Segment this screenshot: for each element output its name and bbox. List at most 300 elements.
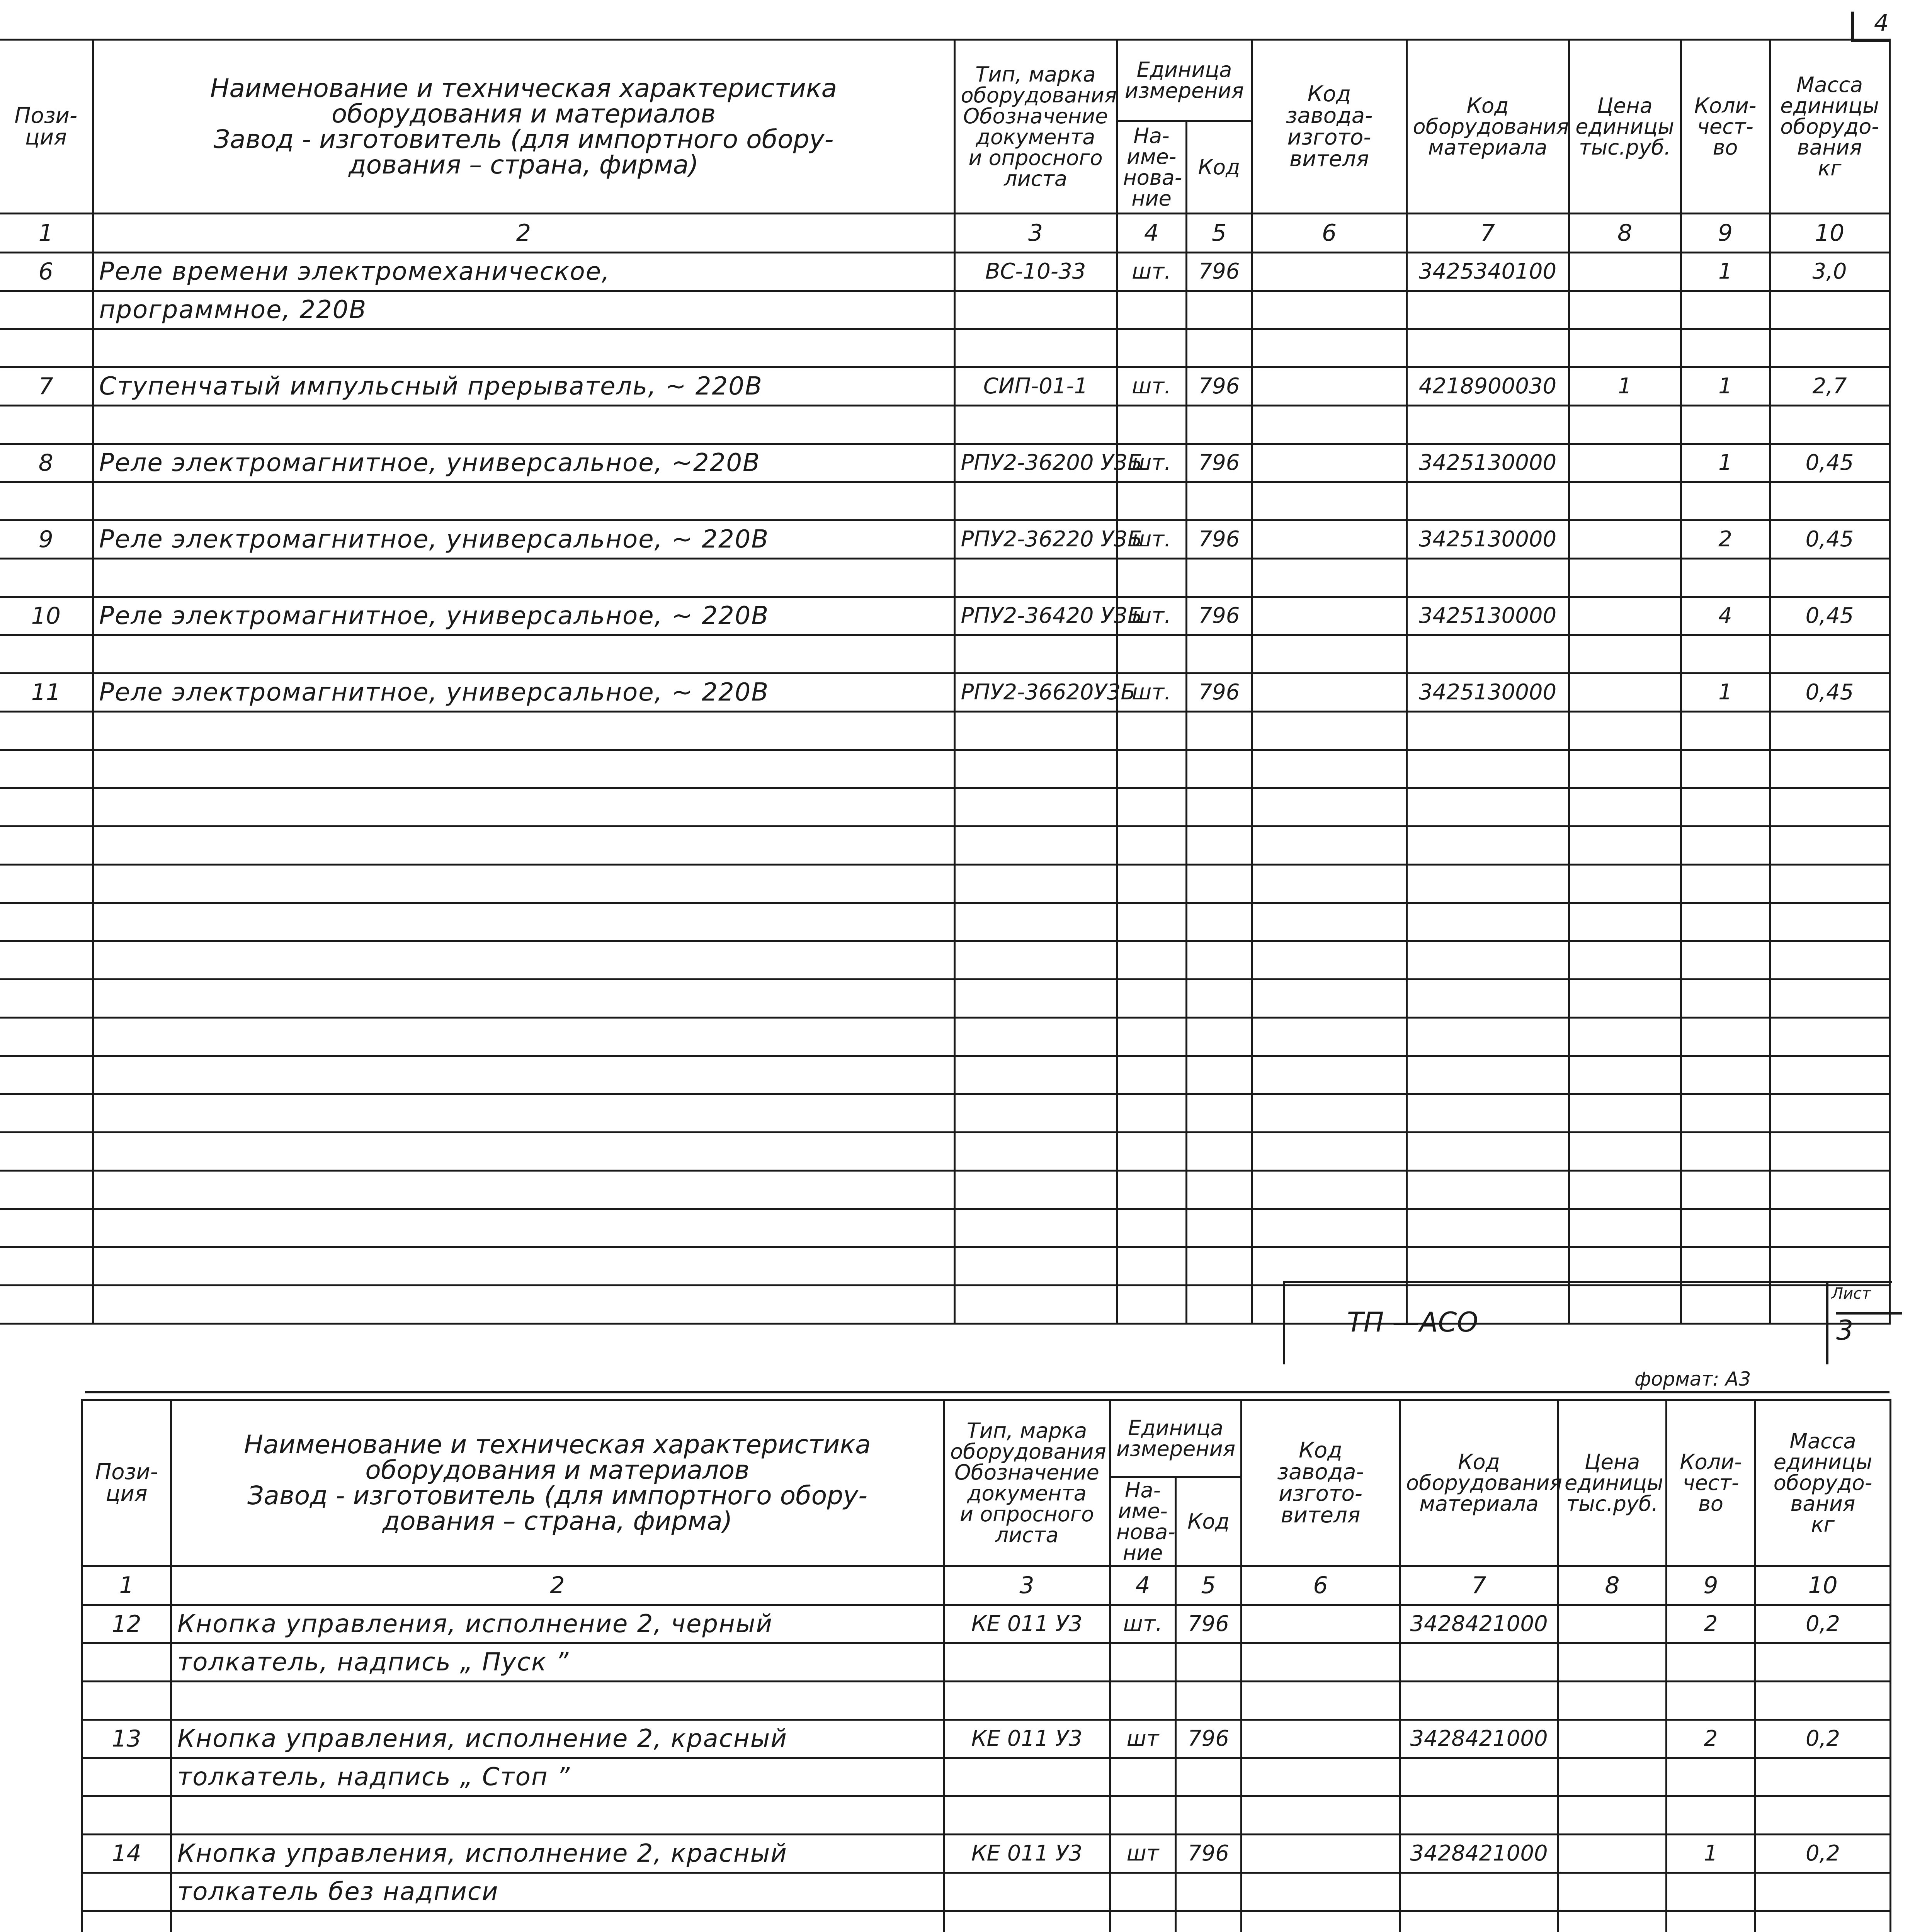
row-quantity: 1 bbox=[1681, 253, 1770, 291]
row-position: 10 bbox=[0, 597, 93, 635]
empty-cell bbox=[1252, 750, 1406, 788]
header-unit: Единица измерения bbox=[1110, 1400, 1242, 1477]
empty-row bbox=[0, 1209, 1889, 1247]
row-price bbox=[1569, 444, 1681, 482]
header-plant-code: Код завода- изгото- вителя bbox=[1252, 40, 1406, 214]
empty-cell bbox=[1406, 865, 1569, 903]
header-mass: Масса единицы оборудо- вания кг bbox=[1755, 1400, 1891, 1566]
row-equipment-code bbox=[1400, 1911, 1558, 1932]
empty-cell bbox=[1770, 1018, 1889, 1056]
row-unit-code: 796 bbox=[1186, 520, 1252, 559]
empty-cell bbox=[0, 1133, 93, 1171]
row-name: Реле электромагнитное, универсальное, ~220В bbox=[93, 444, 954, 482]
empty-cell bbox=[1186, 1209, 1252, 1247]
row-unit bbox=[1110, 1796, 1176, 1835]
empty-row bbox=[0, 827, 1889, 865]
row-equipment-code bbox=[1400, 1643, 1558, 1682]
col-num: 3 bbox=[954, 214, 1117, 253]
row-quantity bbox=[1667, 1758, 1755, 1796]
row-equipment-code: 3428421000 bbox=[1400, 1605, 1558, 1643]
row-position bbox=[0, 291, 93, 329]
row-price bbox=[1569, 520, 1681, 559]
row-quantity bbox=[1681, 291, 1770, 329]
row-plant-code bbox=[1252, 329, 1406, 367]
row-price bbox=[1569, 329, 1681, 367]
header-unit: Единица измерения bbox=[1117, 40, 1252, 121]
empty-cell bbox=[1186, 980, 1252, 1018]
empty-cell bbox=[1117, 1094, 1186, 1133]
row-equipment-code: 3425130000 bbox=[1406, 597, 1569, 635]
empty-cell bbox=[0, 941, 93, 980]
empty-cell bbox=[93, 865, 954, 903]
row-name: Ступенчатый импульсный прерыватель, ~ 220В bbox=[93, 367, 954, 406]
sheet-3 bbox=[0, 39, 1889, 1390]
empty-cell bbox=[93, 827, 954, 865]
row-price bbox=[1558, 1835, 1667, 1873]
empty-cell bbox=[93, 980, 954, 1018]
empty-cell bbox=[954, 941, 1117, 980]
row-price bbox=[1558, 1873, 1667, 1911]
row-unit-code: 796 bbox=[1186, 367, 1252, 406]
empty-cell bbox=[1770, 980, 1889, 1018]
empty-cell bbox=[1406, 827, 1569, 865]
row-quantity: 2 bbox=[1667, 1720, 1755, 1758]
row-mass: 0,45 bbox=[1770, 444, 1889, 482]
empty-row bbox=[0, 980, 1889, 1018]
row-plant-code bbox=[1252, 367, 1406, 406]
row-type bbox=[944, 1911, 1110, 1932]
empty-cell bbox=[0, 1171, 93, 1209]
row-mass: 3,0 bbox=[1770, 253, 1889, 291]
row-unit: шт bbox=[1110, 1720, 1176, 1758]
empty-cell bbox=[93, 941, 954, 980]
row-name: Реле электромагнитное, универсальное, ~ 220В bbox=[93, 597, 954, 635]
row-equipment-code: 3425130000 bbox=[1406, 673, 1569, 712]
col-num: 10 bbox=[1770, 214, 1889, 253]
table-row bbox=[0, 367, 1889, 406]
row-mass bbox=[1755, 1682, 1891, 1720]
empty-cell bbox=[1770, 903, 1889, 941]
empty-cell bbox=[954, 1094, 1117, 1133]
col-num: 5 bbox=[1176, 1566, 1242, 1605]
row-mass bbox=[1770, 482, 1889, 520]
row-quantity bbox=[1667, 1911, 1755, 1932]
empty-cell bbox=[1681, 865, 1770, 903]
empty-cell bbox=[954, 980, 1117, 1018]
row-quantity bbox=[1667, 1796, 1755, 1835]
row-mass: 0,2 bbox=[1755, 1720, 1891, 1758]
row-equipment-code bbox=[1400, 1682, 1558, 1720]
row-plant-code bbox=[1252, 597, 1406, 635]
row-position: 12 bbox=[82, 1605, 171, 1643]
row-plant-code bbox=[1252, 520, 1406, 559]
empty-cell bbox=[93, 712, 954, 750]
row-mass: 0,45 bbox=[1770, 673, 1889, 712]
header-position: Пози- ция bbox=[82, 1400, 171, 1566]
empty-cell bbox=[1681, 903, 1770, 941]
empty-cell bbox=[1406, 1056, 1569, 1094]
row-type: РПУ2-36620У3Б bbox=[954, 673, 1117, 712]
col-num: 7 bbox=[1400, 1566, 1558, 1605]
row-mass bbox=[1755, 1911, 1891, 1932]
empty-cell bbox=[1186, 1133, 1252, 1171]
empty-cell bbox=[1770, 1171, 1889, 1209]
empty-cell bbox=[1770, 712, 1889, 750]
table-row bbox=[0, 329, 1889, 367]
row-equipment-code: 4218900030 bbox=[1406, 367, 1569, 406]
row-price bbox=[1569, 673, 1681, 712]
row-unit: шт. bbox=[1117, 520, 1186, 559]
table-row bbox=[0, 253, 1889, 291]
row-plant-code bbox=[1252, 559, 1406, 597]
row-equipment-code: 3425340100 bbox=[1406, 253, 1569, 291]
empty-cell bbox=[1117, 827, 1186, 865]
row-unit: шт. bbox=[1117, 597, 1186, 635]
row-quantity bbox=[1681, 635, 1770, 673]
empty-cell bbox=[1569, 1094, 1681, 1133]
empty-cell bbox=[1569, 788, 1681, 827]
row-unit: шт bbox=[1110, 1835, 1176, 1873]
empty-cell bbox=[1406, 903, 1569, 941]
header-row bbox=[82, 1400, 1891, 1477]
header-name-line-3: Завод - изготовитель (для импортного обору- bbox=[247, 1480, 867, 1510]
empty-row bbox=[0, 903, 1889, 941]
empty-cell bbox=[1252, 980, 1406, 1018]
row-mass bbox=[1755, 1873, 1891, 1911]
empty-cell bbox=[93, 1094, 954, 1133]
row-price bbox=[1558, 1643, 1667, 1682]
sheet-number: 3 bbox=[1836, 1312, 1902, 1346]
empty-cell bbox=[1252, 941, 1406, 980]
empty-cell bbox=[0, 712, 93, 750]
empty-cell bbox=[1186, 827, 1252, 865]
row-equipment-code bbox=[1406, 329, 1569, 367]
row-plant-code bbox=[1242, 1758, 1400, 1796]
row-plant-code bbox=[1242, 1643, 1400, 1682]
row-price bbox=[1569, 406, 1681, 444]
format-label: формат: А3 bbox=[1634, 1368, 1751, 1390]
row-unit-code bbox=[1186, 482, 1252, 520]
table-row bbox=[82, 1911, 1891, 1932]
empty-cell bbox=[1406, 1133, 1569, 1171]
column-number-row bbox=[0, 214, 1889, 253]
table-row bbox=[0, 444, 1889, 482]
row-position bbox=[82, 1758, 171, 1796]
empty-cell bbox=[1569, 712, 1681, 750]
empty-cell bbox=[0, 750, 93, 788]
header-name-line-2: оборудования и материалов bbox=[365, 1455, 750, 1485]
empty-cell bbox=[1186, 750, 1252, 788]
empty-cell bbox=[1406, 1018, 1569, 1056]
row-unit-code bbox=[1176, 1911, 1242, 1932]
empty-cell bbox=[1186, 712, 1252, 750]
row-mass bbox=[1770, 559, 1889, 597]
row-mass bbox=[1755, 1643, 1891, 1682]
empty-cell bbox=[1186, 941, 1252, 980]
empty-cell bbox=[93, 1133, 954, 1171]
table-row bbox=[0, 597, 1889, 635]
header-name-line-2: оборудования и материалов bbox=[331, 99, 716, 129]
header-equipment-code: Код оборудования материала bbox=[1406, 40, 1569, 214]
row-price: 1 bbox=[1569, 367, 1681, 406]
row-position bbox=[0, 329, 93, 367]
corner-sheet-number: 4 bbox=[1851, 12, 1889, 42]
empty-cell bbox=[0, 1094, 93, 1133]
row-name: Кнопка управления, исполнение 2, черный bbox=[171, 1605, 944, 1643]
col-num: 1 bbox=[82, 1566, 171, 1605]
header-type: Тип, марка оборудования Обозначение документа и опросного листа bbox=[954, 40, 1117, 214]
col-num: 8 bbox=[1558, 1566, 1667, 1605]
empty-cell bbox=[1186, 1247, 1252, 1286]
empty-cell bbox=[954, 1133, 1117, 1171]
row-equipment-code bbox=[1406, 406, 1569, 444]
table-row bbox=[82, 1835, 1891, 1873]
row-unit: шт. bbox=[1117, 673, 1186, 712]
sheet-divider bbox=[85, 1391, 1889, 1393]
empty-cell bbox=[1681, 941, 1770, 980]
empty-row bbox=[0, 1133, 1889, 1171]
empty-cell bbox=[93, 903, 954, 941]
row-price bbox=[1569, 482, 1681, 520]
empty-cell bbox=[0, 865, 93, 903]
row-unit-code bbox=[1176, 1758, 1242, 1796]
empty-cell bbox=[1681, 1018, 1770, 1056]
empty-cell bbox=[1186, 1286, 1252, 1324]
empty-cell bbox=[1681, 1133, 1770, 1171]
empty-cell bbox=[1569, 827, 1681, 865]
row-name: толкатель, надпись „ Стоп ” bbox=[171, 1758, 944, 1796]
empty-row bbox=[0, 1094, 1889, 1133]
empty-cell bbox=[1186, 1056, 1252, 1094]
empty-cell bbox=[1252, 1056, 1406, 1094]
empty-cell bbox=[1186, 903, 1252, 941]
empty-cell bbox=[1681, 1171, 1770, 1209]
empty-cell bbox=[1117, 903, 1186, 941]
row-type: РПУ2-36220 У3Б bbox=[954, 520, 1117, 559]
row-name: Кнопка управления, исполнение 2, красный bbox=[171, 1720, 944, 1758]
row-position: 8 bbox=[0, 444, 93, 482]
header-name-line-4: дования – страна, фирма) bbox=[349, 150, 699, 180]
empty-cell bbox=[1117, 1209, 1186, 1247]
row-plant-code bbox=[1252, 406, 1406, 444]
row-mass: 0,2 bbox=[1755, 1605, 1891, 1643]
row-quantity: 1 bbox=[1681, 367, 1770, 406]
col-num: 9 bbox=[1681, 214, 1770, 253]
empty-cell bbox=[1770, 827, 1889, 865]
row-price bbox=[1558, 1605, 1667, 1643]
row-plant-code bbox=[1242, 1796, 1400, 1835]
header-equipment-code: Код оборудования материала bbox=[1400, 1400, 1558, 1566]
row-unit: шт. bbox=[1117, 253, 1186, 291]
empty-cell bbox=[1117, 788, 1186, 827]
empty-cell bbox=[1252, 1133, 1406, 1171]
row-unit bbox=[1117, 559, 1186, 597]
empty-cell bbox=[954, 1018, 1117, 1056]
header-name-line-3: Завод - изготовитель (для импортного обору- bbox=[213, 124, 834, 154]
row-quantity bbox=[1667, 1682, 1755, 1720]
row-unit bbox=[1117, 482, 1186, 520]
empty-cell bbox=[93, 1171, 954, 1209]
row-plant-code bbox=[1252, 444, 1406, 482]
table-row bbox=[82, 1758, 1891, 1796]
row-plant-code bbox=[1252, 482, 1406, 520]
empty-cell bbox=[1186, 865, 1252, 903]
empty-cell bbox=[1681, 788, 1770, 827]
row-position bbox=[82, 1796, 171, 1835]
sheet-4 bbox=[81, 1399, 1889, 1932]
row-quantity bbox=[1667, 1643, 1755, 1682]
empty-row bbox=[0, 712, 1889, 750]
equipment-table-sheet-4 bbox=[81, 1399, 1891, 1932]
row-mass: 0,45 bbox=[1770, 597, 1889, 635]
empty-row bbox=[0, 788, 1889, 827]
row-equipment-code: 3428421000 bbox=[1400, 1720, 1558, 1758]
row-price bbox=[1558, 1758, 1667, 1796]
empty-cell bbox=[1770, 941, 1889, 980]
empty-row bbox=[0, 1171, 1889, 1209]
empty-cell bbox=[93, 750, 954, 788]
empty-cell bbox=[1770, 1094, 1889, 1133]
row-equipment-code: 3428421000 bbox=[1400, 1835, 1558, 1873]
empty-cell bbox=[1117, 712, 1186, 750]
row-type bbox=[944, 1643, 1110, 1682]
row-name: Кнопка управления, исполнение 2, красный bbox=[171, 1835, 944, 1873]
table-row bbox=[0, 482, 1889, 520]
row-quantity: 2 bbox=[1681, 520, 1770, 559]
empty-cell bbox=[1186, 1171, 1252, 1209]
row-price bbox=[1558, 1720, 1667, 1758]
empty-cell bbox=[954, 1247, 1117, 1286]
header-name bbox=[93, 40, 954, 214]
empty-cell bbox=[954, 1209, 1117, 1247]
row-unit: шт. bbox=[1110, 1605, 1176, 1643]
column-number-row bbox=[82, 1566, 1891, 1605]
row-name: Реле электромагнитное, универсальное, ~ 220В bbox=[93, 520, 954, 559]
empty-row bbox=[0, 865, 1889, 903]
row-type: КЕ 011 У3 bbox=[944, 1720, 1110, 1758]
row-mass bbox=[1770, 291, 1889, 329]
row-equipment-code: 3425130000 bbox=[1406, 444, 1569, 482]
col-num: 3 bbox=[944, 1566, 1110, 1605]
row-name bbox=[93, 329, 954, 367]
table-row bbox=[0, 291, 1889, 329]
row-position: 7 bbox=[0, 367, 93, 406]
empty-cell bbox=[1117, 980, 1186, 1018]
row-unit-code: 796 bbox=[1186, 597, 1252, 635]
row-type: ВС-10-33 bbox=[954, 253, 1117, 291]
row-position: 6 bbox=[0, 253, 93, 291]
empty-cell bbox=[1406, 1171, 1569, 1209]
empty-row bbox=[0, 1018, 1889, 1056]
row-type bbox=[944, 1758, 1110, 1796]
row-type bbox=[944, 1682, 1110, 1720]
empty-cell bbox=[1406, 1094, 1569, 1133]
row-type bbox=[954, 329, 1117, 367]
row-plant-code bbox=[1242, 1835, 1400, 1873]
row-equipment-code bbox=[1406, 482, 1569, 520]
empty-cell bbox=[1186, 1094, 1252, 1133]
empty-cell bbox=[1117, 865, 1186, 903]
header-name-line-4: дования – страна, фирма) bbox=[382, 1506, 733, 1536]
empty-cell bbox=[0, 903, 93, 941]
row-name: толкатель без надписи bbox=[171, 1873, 944, 1911]
row-unit-code bbox=[1186, 559, 1252, 597]
empty-cell bbox=[0, 788, 93, 827]
row-name bbox=[93, 635, 954, 673]
col-num: 10 bbox=[1755, 1566, 1891, 1605]
row-unit bbox=[1110, 1911, 1176, 1932]
empty-cell bbox=[954, 788, 1117, 827]
empty-cell bbox=[1681, 980, 1770, 1018]
empty-cell bbox=[0, 1286, 93, 1324]
empty-cell bbox=[1770, 1133, 1889, 1171]
empty-cell bbox=[1117, 1286, 1186, 1324]
row-quantity bbox=[1681, 329, 1770, 367]
table-row bbox=[82, 1682, 1891, 1720]
row-mass: 2,7 bbox=[1770, 367, 1889, 406]
row-position: 13 bbox=[82, 1720, 171, 1758]
row-price bbox=[1569, 559, 1681, 597]
row-unit-code bbox=[1186, 635, 1252, 673]
row-price bbox=[1569, 253, 1681, 291]
row-unit-code bbox=[1186, 291, 1252, 329]
row-position bbox=[0, 559, 93, 597]
empty-cell bbox=[93, 1247, 954, 1286]
empty-cell bbox=[1252, 1094, 1406, 1133]
empty-cell bbox=[1406, 712, 1569, 750]
row-type: СИП-01-1 bbox=[954, 367, 1117, 406]
table-row bbox=[82, 1796, 1891, 1835]
row-unit-code bbox=[1176, 1643, 1242, 1682]
row-name: толкатель, надпись „ Пуск ” bbox=[171, 1643, 944, 1682]
table-row bbox=[0, 673, 1889, 712]
row-plant-code bbox=[1252, 673, 1406, 712]
empty-cell bbox=[1117, 1056, 1186, 1094]
empty-cell bbox=[954, 1056, 1117, 1094]
header-name bbox=[171, 1400, 944, 1566]
empty-cell bbox=[1770, 750, 1889, 788]
empty-cell bbox=[1406, 1247, 1569, 1286]
row-quantity: 2 bbox=[1667, 1605, 1755, 1643]
row-name bbox=[171, 1682, 944, 1720]
header-name-line-1: Наименование и техническая характеристика bbox=[210, 73, 837, 103]
row-unit-code bbox=[1186, 329, 1252, 367]
table-row bbox=[82, 1720, 1891, 1758]
empty-cell bbox=[1117, 1247, 1186, 1286]
empty-cell bbox=[1252, 1171, 1406, 1209]
col-num: 9 bbox=[1667, 1566, 1755, 1605]
row-unit-code: 796 bbox=[1186, 253, 1252, 291]
col-num: 5 bbox=[1186, 214, 1252, 253]
empty-cell bbox=[93, 1209, 954, 1247]
empty-cell bbox=[93, 788, 954, 827]
row-name bbox=[93, 482, 954, 520]
empty-cell bbox=[1186, 788, 1252, 827]
row-quantity: 1 bbox=[1681, 673, 1770, 712]
empty-cell bbox=[1770, 788, 1889, 827]
row-plant-code bbox=[1242, 1720, 1400, 1758]
empty-cell bbox=[1569, 1171, 1681, 1209]
row-mass bbox=[1755, 1758, 1891, 1796]
col-num: 8 bbox=[1569, 214, 1681, 253]
row-equipment-code bbox=[1400, 1873, 1558, 1911]
col-num: 1 bbox=[0, 214, 93, 253]
header-position: Пози- ция bbox=[0, 40, 93, 214]
empty-cell bbox=[1252, 903, 1406, 941]
row-plant-code bbox=[1242, 1911, 1400, 1932]
empty-cell bbox=[1681, 1056, 1770, 1094]
header-name-line-1: Наименование и техническая характеристика bbox=[244, 1429, 871, 1459]
